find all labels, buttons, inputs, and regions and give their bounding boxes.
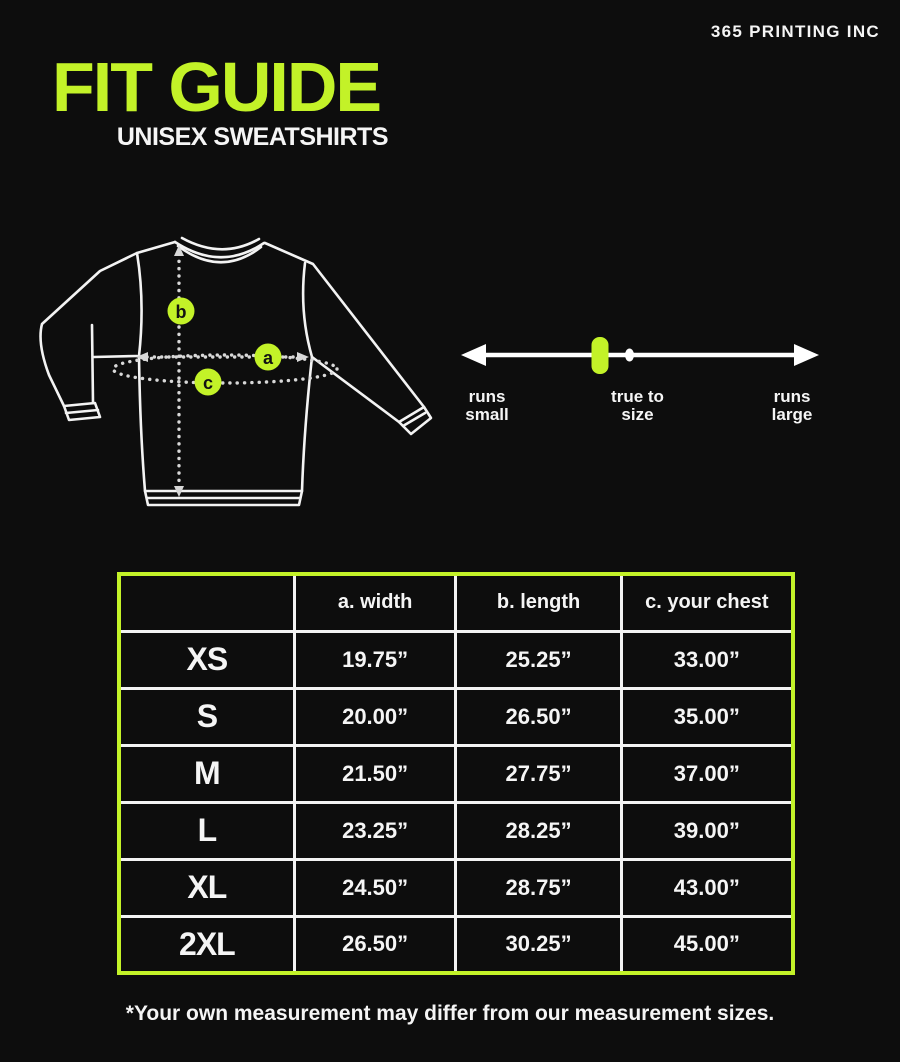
- fit-scale-center-tick: [625, 349, 634, 362]
- sweatshirt-diagram: [30, 225, 440, 517]
- left-sleeve-inner-edge: [92, 325, 93, 403]
- chest-value: 43.00”: [621, 859, 793, 916]
- size-label: S: [119, 688, 294, 745]
- size-label: XS: [119, 631, 294, 688]
- footnote: *Your own measurement may differ from our measurement sizes.: [125, 1002, 775, 1025]
- length-value: 28.75”: [456, 859, 621, 916]
- size-table-header-row: [119, 574, 793, 631]
- measurement-marker-b: [168, 298, 195, 325]
- length-value: 25.25”: [456, 631, 621, 688]
- fit-scale-label-true-to-size: true to size: [611, 387, 664, 425]
- width-value: 26.50”: [294, 916, 456, 973]
- fit-scale-arrow-right-icon: [794, 344, 819, 366]
- page-title: FIT GUIDE: [52, 48, 381, 126]
- length-value: 26.50”: [456, 688, 621, 745]
- table-row: [119, 916, 793, 973]
- measurement-marker-a: [255, 344, 282, 371]
- right-cuff: [399, 407, 431, 434]
- marker-c-label: c: [202, 373, 214, 393]
- size-label: M: [119, 745, 294, 802]
- width-value: 23.25”: [294, 802, 456, 859]
- body-left-edge: [137, 253, 145, 491]
- table-row: [119, 859, 793, 916]
- marker-b-label: b: [175, 302, 187, 322]
- header-width: a. width: [294, 574, 456, 631]
- size-label: 2XL: [119, 916, 294, 973]
- fit-scale-marker: [592, 337, 609, 374]
- chest-value: 37.00”: [621, 745, 793, 802]
- page-subtitle: UNISEX SWEATSHIRTS: [116, 123, 388, 151]
- left-underarm-seam: [94, 356, 137, 357]
- chest-value: 45.00”: [621, 916, 793, 973]
- size-label: L: [119, 802, 294, 859]
- width-value: 24.50”: [294, 859, 456, 916]
- size-table: [117, 572, 795, 975]
- width-value: 21.50”: [294, 745, 456, 802]
- fit-scale-label-runs-small: runs small: [465, 387, 509, 425]
- size-label: XL: [119, 859, 294, 916]
- table-row: [119, 631, 793, 688]
- left-cuff-seam: [66, 410, 98, 413]
- fit-scale: [455, 330, 825, 382]
- left-sleeve-outline: [41, 242, 175, 406]
- marker-a-label: a: [262, 348, 274, 368]
- width-value: 20.00”: [294, 688, 456, 745]
- chest-value: 39.00”: [621, 802, 793, 859]
- length-value: 28.25”: [456, 802, 621, 859]
- fit-scale-label-runs-large: runs large: [771, 387, 813, 425]
- length-value: 27.75”: [456, 745, 621, 802]
- fit-scale-arrow-left-icon: [461, 344, 486, 366]
- collar-outline: [182, 238, 259, 249]
- measurement-marker-c: [195, 369, 222, 396]
- brand-text: 365 PRINTING INC: [710, 22, 880, 41]
- table-row: [119, 802, 793, 859]
- table-row: [119, 745, 793, 802]
- length-value: 30.25”: [456, 916, 621, 973]
- chest-value: 33.00”: [621, 631, 793, 688]
- chest-value: 35.00”: [621, 688, 793, 745]
- width-value: 19.75”: [294, 631, 456, 688]
- header-chest: c. your chest: [621, 574, 793, 631]
- header-empty: [119, 574, 294, 631]
- table-row: [119, 688, 793, 745]
- header-length: b. length: [456, 574, 621, 631]
- right-sleeve-bottom-edge: [312, 357, 399, 422]
